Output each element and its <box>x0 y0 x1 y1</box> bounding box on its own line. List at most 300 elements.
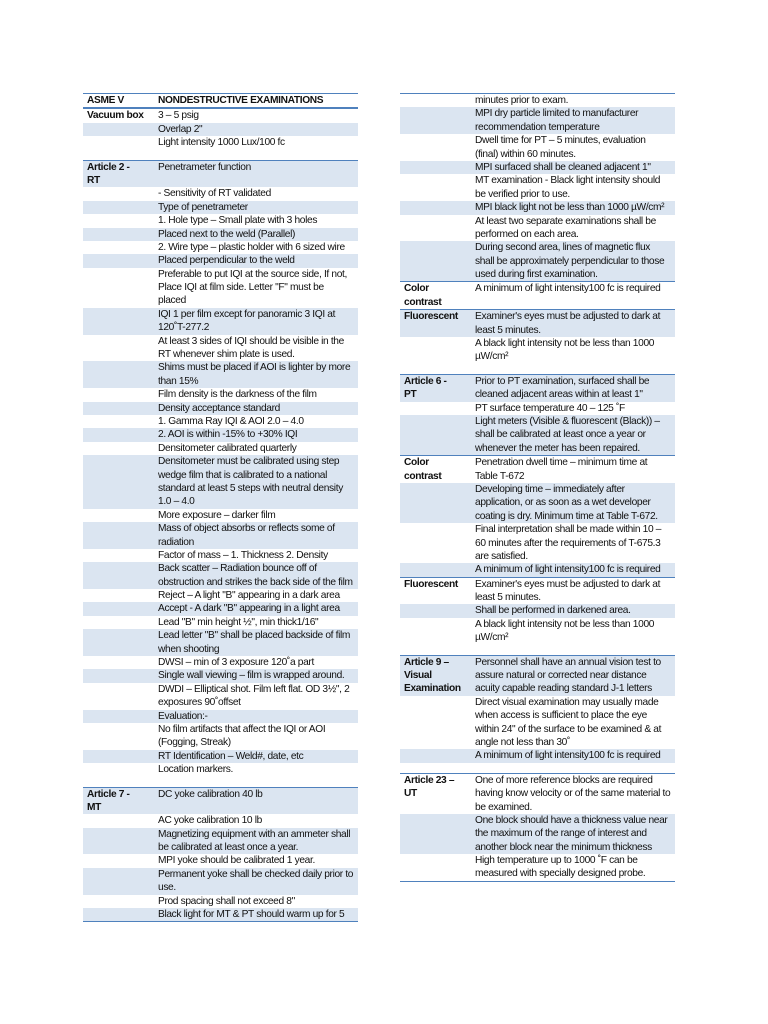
row-content <box>473 696 675 750</box>
table-row <box>400 696 675 750</box>
content-line: MPI dry particle limited to manufacturer <box>475 108 639 120</box>
left-rows <box>83 108 358 922</box>
table-row <box>83 895 358 908</box>
table-row <box>83 723 358 750</box>
header-nondestructive-examinations: NONDESTRUCTIVE EXAMINATIONS <box>158 95 324 106</box>
section-label <box>83 616 156 629</box>
table-row <box>83 509 358 522</box>
table-row <box>83 763 358 776</box>
section-label <box>400 402 473 415</box>
header-asme-v: ASME V <box>87 95 124 106</box>
row-content <box>156 109 358 122</box>
table-row <box>83 361 358 388</box>
content-line: whenever the meter has been repaired. <box>475 442 640 454</box>
row-content <box>156 710 358 723</box>
content-line: µW/cm² <box>475 632 509 644</box>
table-row <box>83 828 358 855</box>
content-line: 120˚T-277.2 <box>158 322 210 334</box>
content-line: acuity capable reading standard J-1 letters <box>475 683 652 695</box>
row-content <box>156 455 358 509</box>
content-line: Examiner's eyes must be adjusted to dark at <box>475 311 661 323</box>
content-line: measured with specially designed probe. <box>475 868 646 880</box>
section-label <box>83 455 156 509</box>
content-line: Overlap 2" <box>158 123 203 135</box>
section-label <box>83 228 156 241</box>
section-label <box>83 136 156 149</box>
table-row <box>400 215 675 242</box>
content-line: Table T-672 <box>475 470 525 482</box>
table-row <box>83 656 358 669</box>
section-label <box>400 94 473 107</box>
content-line: Lead letter "B" shall be placed backside of film <box>158 630 351 642</box>
content-line-empty <box>158 174 356 187</box>
content-line: More exposure – darker film <box>158 509 276 521</box>
section-label <box>83 509 156 522</box>
content-line: 1. Gamma Ray IQI & AOI 2.0 – 4.0 <box>158 415 304 427</box>
content-line: (final) within 60 minutes. <box>475 148 576 160</box>
section-label-line: MT <box>87 801 102 813</box>
content-line: wedge film that is calibrated to a national <box>158 469 327 481</box>
section-label <box>83 828 156 855</box>
content-line: standard at least 5 steps with neutral density <box>158 482 343 494</box>
table-row <box>400 337 675 364</box>
table-row <box>400 455 675 483</box>
row-content <box>156 589 358 602</box>
section-label <box>83 308 156 335</box>
table-row <box>83 201 358 214</box>
content-line: placed <box>158 295 186 307</box>
content-line: Examiner's eyes must be adjusted to dark at <box>475 578 661 590</box>
content-line: Factor of mass – 1. Thickness 2. Density <box>158 549 328 561</box>
table-row <box>83 442 358 455</box>
section-label-line: Article 6 - <box>404 375 447 387</box>
section-label <box>83 361 156 388</box>
row-content <box>473 174 675 201</box>
section-label <box>83 656 156 669</box>
content-line: 1. Hole type – Small plate with 3 holes <box>158 215 318 227</box>
content-line: Back scatter – Radiation bounce off of <box>158 563 317 575</box>
section-label <box>400 618 473 645</box>
table-header-row <box>83 94 358 108</box>
table-row <box>400 618 675 645</box>
section-label <box>400 415 473 455</box>
row-content <box>156 388 358 401</box>
section-label-line: Color <box>404 457 429 469</box>
row-content <box>473 161 675 174</box>
row-content <box>473 310 675 337</box>
row-content <box>156 442 358 455</box>
content-line: performed on each area. <box>475 228 579 240</box>
content-line: MPI black light not be less than 1000 µW/cm² <box>475 202 665 214</box>
section-label <box>400 107 473 134</box>
table-row <box>83 214 358 227</box>
table-row <box>400 749 675 762</box>
content-line: IQI 1 per film except for panoramic 3 IQI at <box>158 308 336 320</box>
content-line: DWSI – min of 3 exposure 120˚a part <box>158 657 314 669</box>
content-line: AC yoke calibration 10 lb <box>158 815 262 827</box>
section-label <box>83 109 156 122</box>
table-row <box>83 814 358 827</box>
table-row <box>83 854 358 867</box>
row-content <box>156 868 358 895</box>
table-row <box>400 174 675 201</box>
row-content <box>473 618 675 645</box>
row-content <box>156 723 358 750</box>
content-line: Single wall viewing – film is wrapped around. <box>158 670 345 682</box>
content-line: A minimum of light intensity100 fc is required <box>475 283 661 295</box>
table-row <box>400 655 675 696</box>
content-line: Light intensity 1000 Lux/100 fc <box>158 137 285 149</box>
row-content <box>473 215 675 242</box>
table-row <box>83 228 358 241</box>
row-content <box>473 604 675 617</box>
row-content <box>473 134 675 161</box>
content-line: cleaned adjacent areas within at least 1" <box>475 389 643 401</box>
section-label <box>400 134 473 161</box>
content-line: 2. AOI is within -15% to +30% IQI <box>158 429 298 441</box>
row-content <box>156 187 358 200</box>
section-label-line: contrast <box>404 296 442 308</box>
content-line: Permanent yoke shall be checked daily prior to <box>158 868 354 880</box>
content-line: (Fogging, Streak) <box>158 737 231 749</box>
content-line: when shooting <box>158 643 220 655</box>
section-label <box>83 683 156 710</box>
content-line: RT Identification – Weld#, date, etc <box>158 750 304 762</box>
section-label <box>83 123 156 136</box>
table-row <box>83 415 358 428</box>
section-label <box>400 310 473 337</box>
table-row <box>83 187 358 200</box>
content-line: within 24" of the surface to be examined & at <box>475 723 662 735</box>
row-content <box>156 254 358 267</box>
content-line: Penetration dwell time – minimum time at <box>475 457 648 469</box>
content-line: Prior to PT examination, surfaced shall be <box>475 375 650 387</box>
row-content <box>473 241 675 281</box>
content-line: Densitometer must be calibrated using step <box>158 456 340 468</box>
section-label <box>83 763 156 776</box>
content-line: coating is dry. Minimum time at Table T-672. <box>475 510 658 522</box>
table-row <box>83 602 358 615</box>
content-line: having know velocity or of the same material to <box>475 788 671 800</box>
section-label-line: Article 9 – <box>404 656 449 668</box>
section-label-line: Article 2 - <box>87 161 130 173</box>
table-row <box>400 415 675 455</box>
table-row <box>400 94 675 107</box>
content-line: Personnel shall have an annual vision test to <box>475 656 661 668</box>
content-line: angle not less than 30˚ <box>475 736 571 748</box>
content-line: application, or as soon as a wet developer <box>475 497 651 509</box>
section-label <box>83 908 156 921</box>
content-line: MPI yoke should be calibrated 1 year. <box>158 855 315 867</box>
row-content <box>156 214 358 227</box>
table-row <box>400 374 675 402</box>
content-line: MT examination - Black light intensity should <box>475 175 661 187</box>
section-label <box>400 749 473 762</box>
section-label <box>400 774 473 814</box>
content-line: used during first examination. <box>475 269 598 281</box>
content-line: Type of penetrameter <box>158 201 248 213</box>
table-row <box>400 309 675 337</box>
table-row <box>400 402 675 415</box>
table-row <box>400 814 675 854</box>
section-label <box>83 669 156 682</box>
content-line: least 5 minutes. <box>475 592 541 604</box>
section-label <box>400 578 473 605</box>
section-label <box>83 750 156 763</box>
content-line: minutes prior to exam. <box>475 95 569 106</box>
content-line: assure natural or corrected near distance <box>475 670 647 682</box>
row-content <box>156 562 358 589</box>
table-row <box>400 241 675 281</box>
row-content <box>156 415 358 428</box>
content-line: A black light intensity not be less than 1000 <box>475 618 655 630</box>
row-content <box>156 335 358 362</box>
section-label-line: RT <box>87 174 100 186</box>
row-content <box>156 763 358 776</box>
table-row <box>83 683 358 710</box>
section-label-line: Article 7 - <box>87 788 130 800</box>
row-content <box>156 788 358 815</box>
left-column-table <box>83 93 358 922</box>
spacer-row <box>400 645 675 655</box>
section-label-line: Fluorescent <box>404 311 458 323</box>
content-line: use. <box>158 882 176 894</box>
content-line: DC yoke calibration 40 lb <box>158 788 263 800</box>
row-content <box>473 814 675 854</box>
section-label-line: Article 23 – <box>404 774 455 786</box>
content-line: Lead "B" min height ½", min thick1/16" <box>158 616 319 628</box>
table-row <box>83 629 358 656</box>
section-label <box>400 483 473 523</box>
row-content <box>156 602 358 615</box>
section-label-line: contrast <box>404 470 442 482</box>
content-line: Densitometer calibrated quarterly <box>158 442 297 454</box>
table-row <box>83 750 358 763</box>
table-row <box>400 201 675 214</box>
content-line: Shall be performed in darkened area. <box>475 605 631 617</box>
section-label <box>400 523 473 563</box>
row-content <box>156 522 358 549</box>
row-content <box>156 814 358 827</box>
table-row <box>83 123 358 136</box>
table-row <box>83 160 358 188</box>
table-row <box>83 616 358 629</box>
table-row <box>83 335 358 362</box>
row-content <box>156 123 358 136</box>
row-content <box>473 402 675 415</box>
table-row <box>400 483 675 523</box>
spacer-row <box>83 777 358 787</box>
content-line: Shims must be placed if AOI is lighter by more <box>158 362 351 374</box>
section-label <box>83 549 156 562</box>
content-line-empty <box>475 296 673 309</box>
content-line: No film artifacts that affect the IQI or AOI <box>158 723 326 735</box>
row-content <box>156 854 358 867</box>
table-row <box>83 549 358 562</box>
content-line: when access is sufficient to place the eye <box>475 710 647 722</box>
section-label <box>83 201 156 214</box>
section-label <box>83 602 156 615</box>
content-line: are satisfied. <box>475 550 528 562</box>
content-line: Placed perpendicular to the weld <box>158 255 295 267</box>
section-label <box>83 415 156 428</box>
row-content <box>156 268 358 308</box>
table-row <box>400 854 675 882</box>
section-label <box>83 788 156 815</box>
row-content <box>473 656 675 696</box>
content-line: At least two separate examinations shall be <box>475 215 656 227</box>
row-content <box>156 549 358 562</box>
table-row <box>400 773 675 814</box>
row-content <box>473 375 675 402</box>
row-content <box>156 509 358 522</box>
table-row <box>83 908 358 922</box>
content-line: Penetrameter function <box>158 161 251 173</box>
row-content <box>156 669 358 682</box>
table-row <box>83 136 358 149</box>
section-label <box>400 456 473 483</box>
content-line: Film density is the darkness of the film <box>158 389 317 401</box>
section-label <box>400 337 473 364</box>
table-row <box>83 241 358 254</box>
content-line: Place IQI at film side. Letter "F" must be <box>158 282 324 294</box>
row-content <box>473 483 675 523</box>
content-line: PT surface temperature 40 – 125 ˚F <box>475 402 625 414</box>
content-line: During second area, lines of magnetic flux <box>475 242 651 254</box>
content-line: 3 – 5 psig <box>158 110 199 122</box>
content-line: Density acceptance standard <box>158 402 280 414</box>
content-line: be examined. <box>475 801 532 813</box>
section-label <box>400 375 473 402</box>
row-content <box>473 201 675 214</box>
section-label <box>400 814 473 854</box>
table-row <box>400 134 675 161</box>
section-label <box>400 161 473 174</box>
table-row <box>83 522 358 549</box>
content-line: MPI surfaced shall be cleaned adjacent 1" <box>475 161 651 173</box>
section-label <box>83 214 156 227</box>
row-content <box>473 337 675 364</box>
content-line: recommendation temperature <box>475 121 600 133</box>
content-line: Prod spacing shall not exceed 8" <box>158 895 295 907</box>
row-content <box>473 749 675 762</box>
content-line: Preferable to put IQI at the source side, If not, <box>158 268 347 280</box>
section-label <box>400 563 473 576</box>
section-label <box>83 241 156 254</box>
content-line: RT whenever shim plate is used. <box>158 349 295 361</box>
content-line: Mass of object absorbs or reflects some of <box>158 523 335 535</box>
row-content <box>156 428 358 441</box>
table-row <box>400 107 675 134</box>
content-line: another block near the minimum thickness <box>475 841 652 853</box>
table-row <box>400 523 675 563</box>
content-line: be verified prior to use. <box>475 188 570 200</box>
section-label <box>400 215 473 242</box>
table-row <box>83 308 358 335</box>
row-content <box>156 908 358 921</box>
table-row <box>83 787 358 815</box>
content-line: be calibrated at least once a year. <box>158 842 299 854</box>
content-line: Direct visual examination may usually made <box>475 696 659 708</box>
section-label <box>83 335 156 362</box>
row-content <box>156 402 358 415</box>
section-label-line: Color <box>404 283 429 295</box>
table-row <box>83 268 358 308</box>
content-line: obstruction and strikes the back side of the film <box>158 576 353 588</box>
content-line: Developing time – immediately after <box>475 483 625 495</box>
section-label <box>83 402 156 415</box>
spacer-row <box>83 150 358 160</box>
section-label <box>83 895 156 908</box>
section-label <box>83 814 156 827</box>
content-line-empty <box>158 801 356 814</box>
table-row <box>400 281 675 309</box>
content-line: than 15% <box>158 375 199 387</box>
row-content <box>156 656 358 669</box>
row-content <box>156 201 358 214</box>
section-label <box>83 161 156 188</box>
spacer-row <box>400 364 675 374</box>
content-line: Placed next to the weld (Parallel) <box>158 228 296 240</box>
row-content <box>156 750 358 763</box>
content-line: Black light for MT & PT should warm up for 5 <box>158 909 345 921</box>
content-line: Final interpretation shall be made within 10 – <box>475 524 662 536</box>
row-content <box>156 629 358 656</box>
section-label <box>400 201 473 214</box>
content-line: High temperature up to 1000 ˚F can be <box>475 855 638 867</box>
content-line: least 5 minutes. <box>475 324 541 336</box>
content-line: shall be calibrated at least once a year or <box>475 429 646 441</box>
table-row <box>83 455 358 509</box>
content-line: Dwell time for PT – 5 minutes, evaluation <box>475 135 646 147</box>
table-row <box>83 402 358 415</box>
section-label <box>83 854 156 867</box>
row-content <box>156 228 358 241</box>
section-label-line: Vacuum box <box>87 110 144 122</box>
section-label <box>400 282 473 309</box>
section-label <box>83 268 156 308</box>
row-content <box>156 308 358 335</box>
row-content <box>473 456 675 483</box>
section-label <box>83 428 156 441</box>
section-label <box>400 696 473 750</box>
row-content <box>473 578 675 605</box>
spacer-row <box>400 763 675 773</box>
content-line: 1.0 – 4.0 <box>158 496 195 508</box>
section-label-line: UT <box>404 788 417 800</box>
section-label-line: Visual <box>404 670 432 682</box>
section-label <box>400 241 473 281</box>
row-content <box>473 523 675 563</box>
section-label-line: Fluorescent <box>404 578 458 590</box>
table-row <box>83 589 358 602</box>
table-row <box>83 108 358 122</box>
row-content <box>156 616 358 629</box>
content-line: A minimum of light intensity100 fc is required <box>475 564 661 576</box>
content-line: A minimum of light intensity100 fc is required <box>475 750 661 762</box>
table-row <box>83 562 358 589</box>
section-label <box>400 656 473 696</box>
content-line: One block should have a thickness value near <box>475 814 668 826</box>
content-line: Reject – A light "B" appearing in a dark area <box>158 590 340 602</box>
content-line: A black light intensity not be less than 1000 <box>475 338 655 350</box>
content-line: Accept - A dark "B" appearing in a light area <box>158 603 340 615</box>
table-row <box>83 868 358 895</box>
section-label <box>83 562 156 589</box>
table-row <box>400 577 675 605</box>
table-row <box>400 161 675 174</box>
content-line: 60 minutes after the requirements of T-675.3 <box>475 537 661 549</box>
